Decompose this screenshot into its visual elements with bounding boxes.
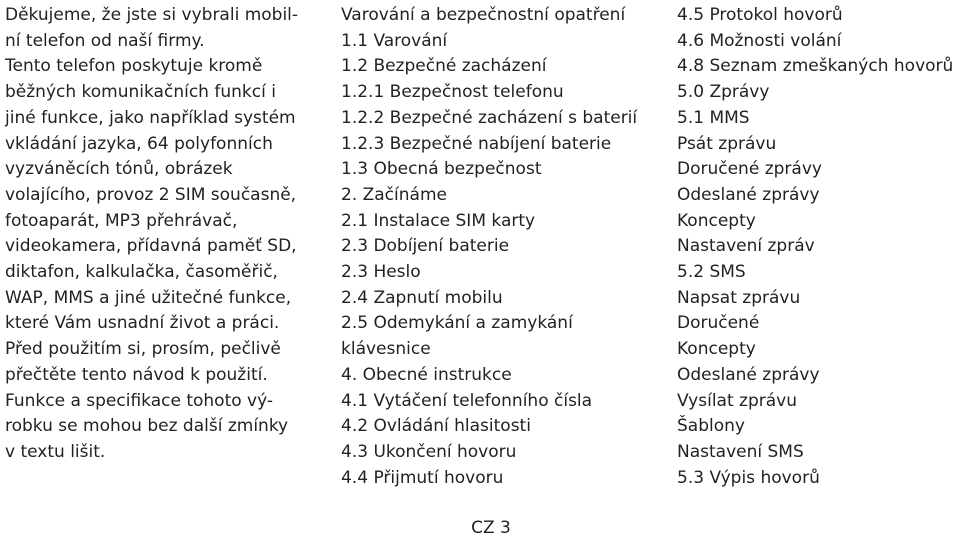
intro-line: Funkce a specifikace tohoto vý-: [5, 390, 273, 411]
contents-item: Koncepty: [677, 210, 756, 231]
contents-item: 1.2 Bezpečné zacházení: [341, 56, 547, 77]
intro-line: fotoaparát, MP3 přehrávač,: [5, 210, 238, 231]
page-number: CZ 3: [471, 518, 511, 538]
intro-line: běžných komunikačních funkcí i: [5, 82, 276, 103]
contents-item: Nastavení zpráv: [677, 236, 815, 257]
intro-line: WAP, MMS a jiné užitečné funkce,: [5, 287, 292, 308]
contents-item: Nastavení SMS: [677, 441, 804, 462]
contents-item: 5.0 Zprávy: [677, 82, 770, 103]
contents-item: 1.1 Varování: [341, 30, 448, 51]
intro-line: přečtěte tento návod k použití.: [5, 364, 268, 385]
contents-item: 4.1 Vytáčení telefonního čísla: [341, 390, 593, 411]
contents-item: 4. Obecné instrukce: [341, 364, 512, 385]
contents-item: 1.3 Obecná bezpečnost: [341, 159, 542, 180]
intro-line: diktafon, kalkulačka, časoměřič,: [5, 262, 278, 283]
contents-item: 1.2.3 Bezpečné nabíjení baterie: [341, 133, 612, 154]
contents-item: 2. Začínáme: [341, 184, 447, 205]
contents-column-right: [677, 3, 957, 491]
contents-item: 5.3 Výpis hovorů: [677, 467, 820, 488]
intro-line: v textu lišit.: [5, 441, 106, 462]
contents-item: Doručené: [677, 313, 760, 334]
contents-item: 4.6 Možnosti volání: [677, 30, 842, 51]
intro-column: [5, 3, 325, 466]
contents-column-middle: [341, 3, 661, 491]
contents-item: Napsat zprávu: [677, 287, 801, 308]
contents-item: Koncepty: [677, 339, 756, 360]
contents-item: Odeslané zprávy: [677, 184, 820, 205]
contents-item: 4.8 Seznam zmeškaných hovorů: [677, 56, 954, 77]
intro-line: ní telefon od naší firmy.: [5, 30, 205, 51]
contents-item: Psát zprávu: [677, 133, 777, 154]
contents-item: 2.3 Heslo: [341, 262, 421, 283]
intro-line: Tento telefon poskytuje kromě: [5, 56, 263, 77]
contents-item: 4.5 Protokol hovorů: [677, 5, 843, 25]
contents-item: 4.3 Ukončení hovoru: [341, 441, 517, 462]
contents-item: 2.1 Instalace SIM karty: [341, 210, 536, 231]
contents-item: 2.5 Odemykání a zamykání: [341, 313, 573, 334]
contents-item: 1.2.2 Bezpečné zacházení s baterií: [341, 107, 638, 128]
intro-line: robku se mohou bez další zmínky: [5, 416, 289, 437]
contents-item: Varování a bezpečnostní opatření: [341, 5, 626, 25]
intro-line: které Vám usnadní život a práci.: [5, 313, 280, 334]
intro-line: vkládání jazyka, 64 polyfonních: [5, 133, 273, 154]
contents-item: Doručené zprávy: [677, 159, 822, 180]
contents-item: 1.2.1 Bezpečnost telefonu: [341, 82, 564, 103]
contents-item: Odeslané zprávy: [677, 364, 820, 385]
contents-item: 4.4 Přijmutí hovoru: [341, 467, 504, 488]
contents-item: 5.2 SMS: [677, 262, 746, 283]
contents-item: 2.4 Zapnutí mobilu: [341, 287, 503, 308]
intro-line: vyzváněcích tónů, obrázek: [5, 159, 233, 180]
contents-item: Šablony: [677, 416, 745, 437]
intro-line: Před použitím si, prosím, pečlivě: [5, 339, 281, 360]
contents-item: 2.3 Dobíjení baterie: [341, 236, 510, 257]
contents-item: Vysílat zprávu: [677, 390, 797, 411]
contents-item: 4.2 Ovládání hlasitosti: [341, 416, 531, 437]
intro-line: videokamera, přídavná paměť SD,: [5, 236, 297, 257]
intro-line: Děkujeme, že jste si vybrali mobil-: [5, 5, 299, 25]
intro-line: volajícího, provoz 2 SIM současně,: [5, 184, 297, 205]
intro-line: jiné funkce, jako například systém: [5, 107, 296, 128]
contents-item: klávesnice: [341, 339, 431, 360]
contents-item: 5.1 MMS: [677, 107, 750, 128]
